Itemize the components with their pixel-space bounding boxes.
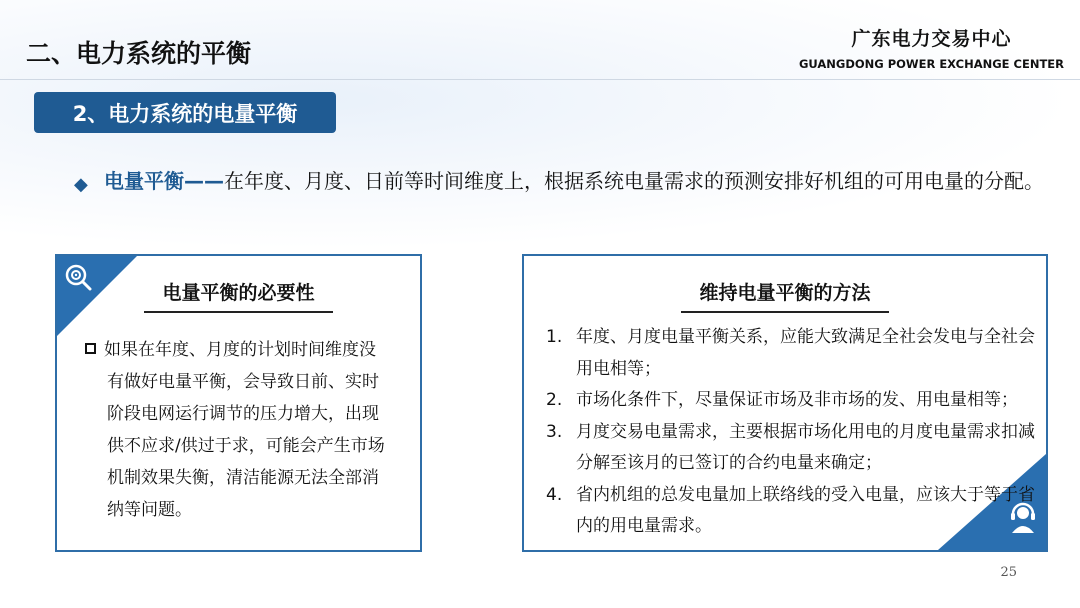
page-title: 二、电力系统的平衡 [26, 39, 252, 68]
list-item: 3. 月度交易电量需求，主要根据市场化用电的月度电量需求扣减分解至该月的已签订的合约电量来确定； [546, 421, 1035, 473]
definition-text: 在年度、月度、日前等时间维度上，根据系统电量需求的预测安排好机组的可用电量的分配。 [224, 169, 1044, 193]
square-bullet-icon [85, 343, 96, 354]
definition-term: 电量平衡—— [104, 169, 224, 193]
organization-logo [799, 24, 1064, 71]
methods-list [546, 322, 1036, 543]
definition [74, 164, 1049, 198]
necessity-text: 如果在年度、月度的计划时间维度没有做好电量平衡，会导致日前、实时阶段电网运行调节的压力增大，出现供不应求/供过于求，可能会产生市场机制效果失衡，清洁能源无法全部消纳等问题。 [104, 340, 385, 520]
necessity-heading: 电量平衡的必要性 [144, 278, 332, 313]
methods-heading: 维持电量平衡的方法 [681, 278, 888, 313]
header-divider [0, 79, 1080, 80]
list-item: 1. 年度、月度电量平衡关系，应能大致满足全社会发电与全社会用电相等； [546, 327, 1035, 379]
section-title: 2、电力系统的电量平衡 [34, 92, 336, 133]
methods-panel [522, 254, 1048, 552]
org-name-cn: 广东电力交易中心 [851, 28, 1012, 50]
list-item: 4. 省内机组的总发电量加上联络线的受入电量，应该大于等于省内的用电量需求。 [546, 484, 1035, 536]
necessity-panel [55, 254, 422, 552]
page-number: 25 [1000, 565, 1017, 580]
diamond-bullet-icon: ◆ [74, 174, 88, 195]
org-name-en: GUANGDONG POWER EXCHANGE CENTER [798, 57, 1064, 71]
list-item: 2. 市场化条件下，尽量保证市场及非市场的发、用电量相等； [546, 390, 1018, 410]
